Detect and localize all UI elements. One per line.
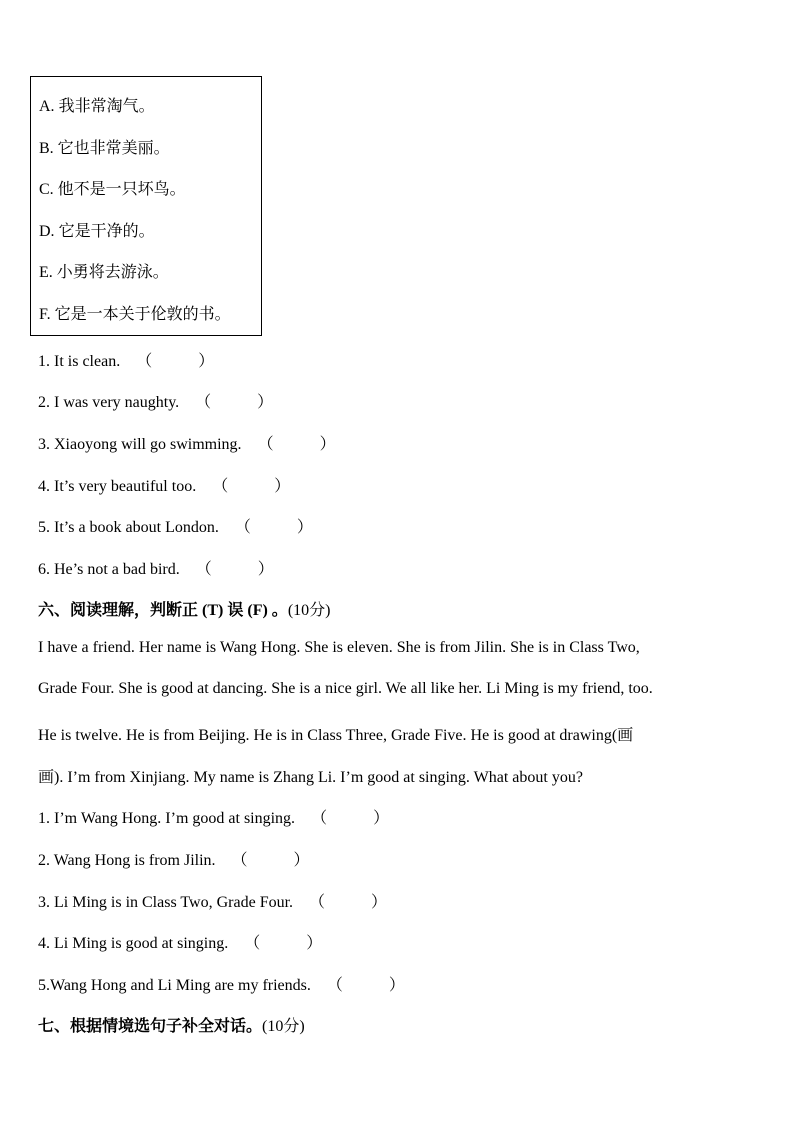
answer-paren-open: （	[212, 478, 229, 495]
judge-item-text: 5.Wang Hong and Li Ming are my friends.	[38, 977, 311, 994]
option-e	[39, 259, 169, 282]
judge-item-5	[38, 972, 405, 995]
section-7-score: (10分)	[262, 1018, 305, 1035]
answer-paren-close: ）	[293, 852, 310, 869]
section-7-heading	[38, 1013, 305, 1036]
answer-paren-open: （	[244, 935, 261, 952]
match-item-text: 3. Xiaoyong will go swimming.	[38, 436, 242, 453]
section-6-title: 六、阅读理解，判断正	[38, 602, 199, 619]
judge-item-2	[38, 847, 310, 870]
answer-paren-open: （	[195, 561, 212, 578]
section-6-wrong-label: 误	[227, 602, 244, 619]
answer-paren-close: ）	[306, 935, 323, 952]
answer-paren-close: ）	[274, 478, 291, 495]
option-b	[39, 135, 170, 158]
option-text: 它也非常美丽。	[57, 140, 170, 157]
match-item-3	[38, 431, 336, 454]
option-f	[39, 301, 231, 324]
option-text: 它是干净的。	[58, 223, 155, 240]
match-item-text: 1. It is clean.	[38, 353, 121, 370]
option-letter: A.	[39, 98, 55, 115]
option-d	[39, 218, 155, 241]
answer-paren-open: （	[326, 977, 343, 994]
answer-paren-open: （	[231, 852, 248, 869]
judge-item-3	[38, 889, 387, 912]
option-text: 小勇将去游泳。	[56, 264, 169, 281]
section-6-heading	[38, 597, 330, 620]
answer-paren-close: ）	[319, 436, 336, 453]
passage-line-4: 画). I’m from Xinjiang. My name is Zhang Li. I’m good at singing. What about you?	[38, 769, 583, 786]
judge-item-1	[38, 805, 389, 828]
option-text: 我非常淘气。	[58, 98, 155, 115]
judge-item-text: 3. Li Ming is in Class Two, Grade Four.	[38, 894, 294, 911]
option-c	[39, 176, 186, 199]
answer-paren-close: ）	[388, 977, 405, 994]
options-box	[30, 76, 262, 336]
answer-paren-open: （	[257, 436, 274, 453]
match-item-6	[38, 556, 274, 579]
section-7-title: 七、根据情境选句子补全对话。	[38, 1018, 263, 1035]
answer-paren-open: （	[309, 894, 326, 911]
answer-paren-open: （	[311, 810, 328, 827]
judge-item-text: 4. Li Ming is good at singing.	[38, 935, 229, 952]
option-letter: E.	[39, 264, 53, 281]
option-letter: F.	[39, 306, 51, 323]
answer-paren-close: ）	[257, 394, 274, 411]
match-item-text: 2. I was very naughty.	[38, 394, 180, 411]
judge-item-4	[38, 930, 322, 953]
section-6-true-mark: (T)	[202, 602, 224, 619]
answer-paren-open: （	[234, 519, 251, 536]
match-item-text: 5. It’s a book about London.	[38, 519, 219, 536]
answer-paren-close: ）	[257, 561, 274, 578]
option-text: 它是一本关于伦敦的书。	[54, 306, 231, 323]
match-item-2	[38, 389, 273, 412]
option-text: 他不是一只坏鸟。	[57, 181, 186, 198]
answer-paren-close: ）	[198, 353, 215, 370]
match-item-text: 4. It’s very beautiful too.	[38, 478, 197, 495]
answer-paren-open: （	[195, 394, 212, 411]
section-6-period: 。	[271, 602, 288, 619]
answer-paren-close: ）	[371, 894, 388, 911]
match-item-4	[38, 473, 290, 496]
section-6-score: (10分)	[287, 602, 331, 619]
match-item-5	[38, 514, 313, 537]
passage-line-2: Grade Four. She is good at dancing. She is a nice girl. We all like her. Li Ming is my friend, too.	[38, 680, 653, 697]
match-item-1	[38, 348, 214, 371]
option-letter: D.	[39, 223, 55, 240]
judge-item-text: 2. Wang Hong is from Jilin.	[38, 852, 216, 869]
option-letter: C.	[39, 181, 54, 198]
answer-paren-close: ）	[296, 519, 313, 536]
match-item-text: 6. He’s not a bad bird.	[38, 561, 180, 578]
section-6-false-mark: (F)	[247, 602, 268, 619]
option-letter: B.	[39, 140, 54, 157]
answer-paren-open: （	[136, 353, 153, 370]
answer-paren-close: ）	[373, 810, 390, 827]
passage-line-1: I have a friend. Her name is Wang Hong. She is eleven. She is from Jilin. She is in Class Two,	[38, 639, 640, 656]
passage-line-3: He is twelve. He is from Beijing. He is in Class Three, Grade Five. He is good at drawing(画	[38, 727, 634, 744]
judge-item-text: 1. I’m Wang Hong. I’m good at singing.	[38, 810, 296, 827]
option-a	[39, 93, 155, 116]
